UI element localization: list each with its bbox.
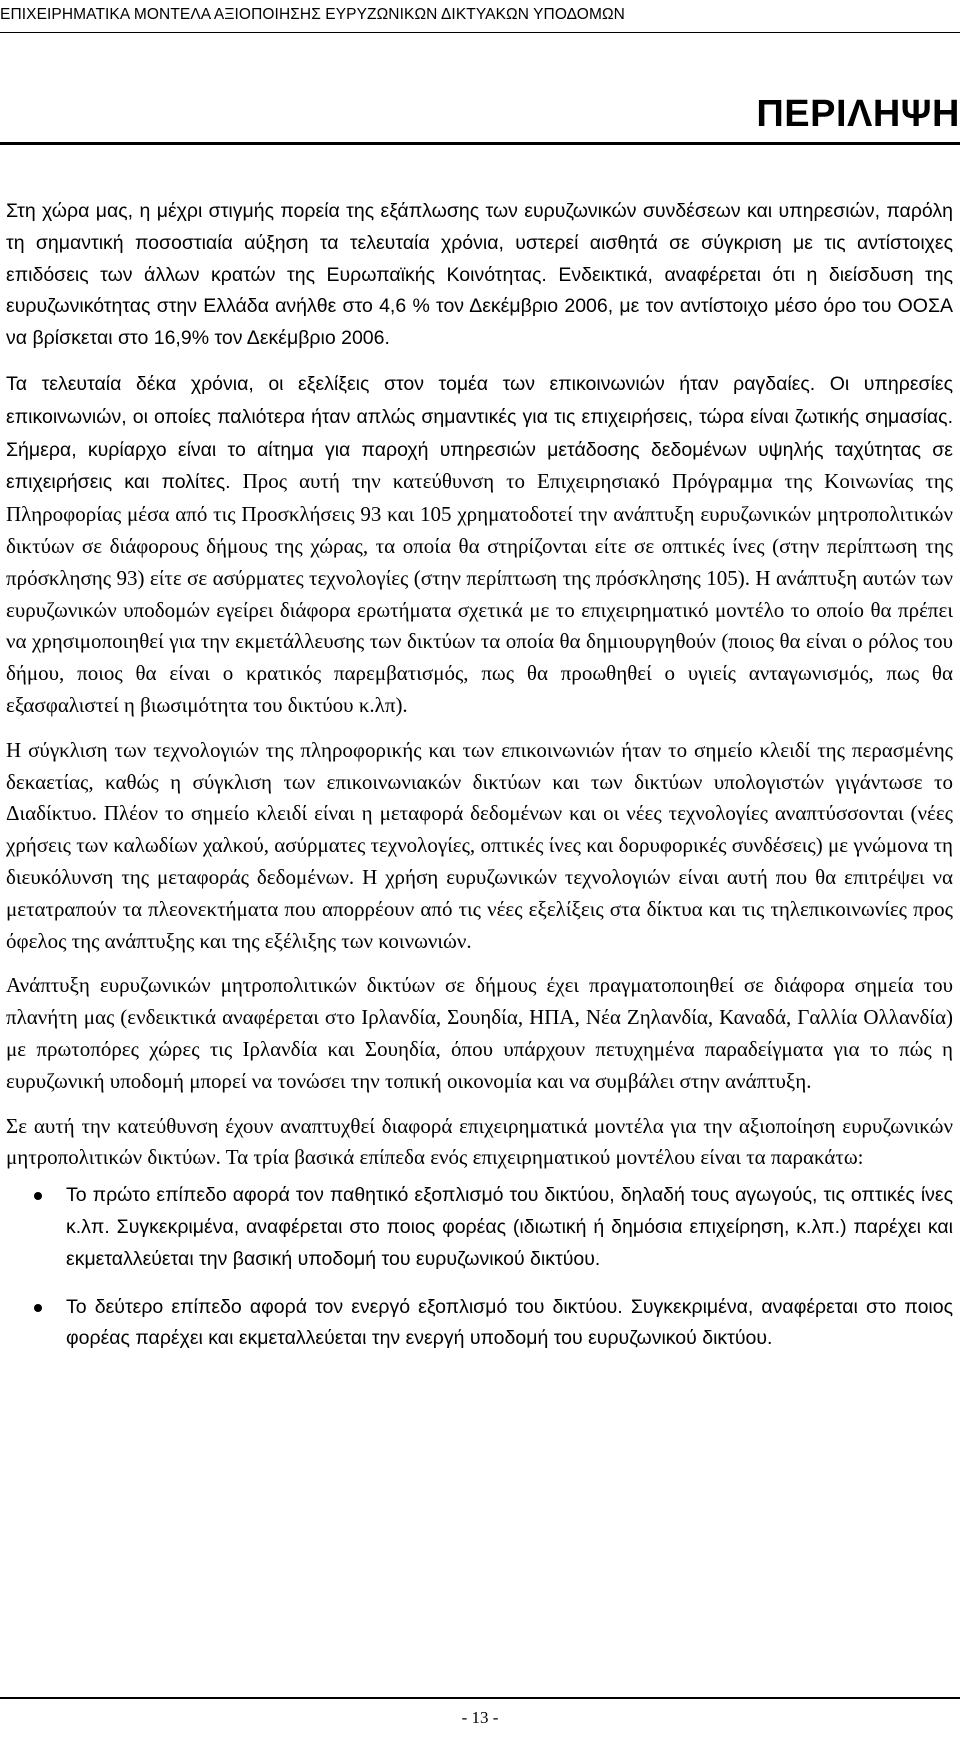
bullet-text: Το πρώτο επίπεδο αφορά τον παθητικό εξοπλισμό του δικτύου, δηλαδή τους αγωγούς, τις οπτικές ίνες κ.λπ. Συγκεκριμένα, αναφέρεται στο ποιος φορέας (ιδιωτική ή δημόσια επιχείρηση, κ.λπ.) παρέχει και εκμεταλλεύεται την βασική υποδομή του ευρυζωνικού δικτύου. xyxy=(66,1184,953,1270)
paragraph-2-part-a: Τα τελευταία δέκα χρόνια, οι εξελίξεις στον τομέα των επικοινωνιών ήταν ραγδαίες. Οι υπηρεσίες επικοινωνιών, οι οποίες παλιότερα ήταν απλώς σημαντικές για τις επιχειρήσεις, τώρα είναι ζωτικής σημασίας. Σήμερα, κυρίαρχο είναι το αίτημα για παροχή υπηρεσιών μετάδοσης δεδομένων υψηλής ταχύτητας σε επιχειρήσεις και πολίτες. xyxy=(6,372,953,494)
bullet-text: Το δεύτερο επίπεδο αφορά τον ενεργό εξοπλισμό του δικτύου. Συγκεκριμένα, αναφέρεται στο ποιος φορέας παρέχει και εκμεταλλεύεται την ενεργή υποδομή του ευρυζωνικού δικτύου. xyxy=(66,1295,953,1350)
bullet-item xyxy=(6,1292,953,1356)
footer-rule xyxy=(0,1697,960,1699)
paragraph-5: Σε αυτή την κατεύθυνση έχουν αναπτυχθεί διαφορά επιχειρηματικά μοντέλα για την αξιοποίηση ευρυζωνικών μητροπολιτικών δικτύων. Τα τρία βασικά επίπεδα ενός επιχειρηματικού μοντέλου είναι τα παρακάτω: xyxy=(6,1113,953,1170)
paragraph-2-part-b: Προς αυτή την κατεύθυνση το Επιχειρησιακό Πρόγραμμα της Κοινωνίας της Πληροφορίας μέσα από τις Προσκλήσεις 93 και 105 χρηματοδοτεί την ανάπτυξη ευρυζωνικών μητροπολιτικών δικτύων σε διάφορους δήμους της χώρας, τα οποία θα στηρίζονται είτε σε οπτικές ίνες (στην περίπτωση της πρόσκλησης 93) είτε σε ασύρματες τεχνολογίες (στην περίπτωση της πρόσκλησης 105). Η ανάπτυξη αυτών των ευρυζωνικών υποδομών εγείρει διάφορα ερωτήματα σχετικά με το επιχειρηματικό μοντέλο το οποίο θα πρέπει να χρησιμοποιηθεί για την εκμετάλλευσης των δικτύων τα οποία θα δημιουργηθούν (ποιος θα είναι ο ρόλος του δήμου, ποιος θα είναι ο κρατικός παρεμβατισμός, πως θα προωθηθεί ο υγιείς ανταγωνισμός, πως θα εξασφαλιστεί η βιωσιμότητα του δικτύου κ.λπ). xyxy=(6,469,953,717)
page-title: ΠΕΡΙΛΗΨΗ xyxy=(756,93,960,135)
bullet-item xyxy=(6,1180,953,1275)
bullet-dot-icon xyxy=(34,1304,42,1312)
title-rule xyxy=(0,142,960,145)
bullet-list xyxy=(6,1180,953,1355)
header-rule xyxy=(0,32,960,33)
paragraph-2 xyxy=(6,368,953,722)
document-body xyxy=(6,196,953,1371)
page-number: - 13 - xyxy=(461,1708,499,1727)
paragraph-1: Στη χώρα μας, η μέχρι στιγμής πορεία της εξάπλωσης των ευρυζωνικών συνδέσεων και υπηρεσιών, παρόλη τη σημαντική ποσοστιαία αύξηση τα τελευταία χρόνια, υστερεί αισθητά σε σύγκριση με τις αντίστοιχες επιδόσεις των άλλων κρατών της Ευρωπαϊκής Κοινότητας. Ενδεικτικά, αναφέρεται ότι η διείσδυση της ευρυζωνικότητας στην Ελλάδα ανήλθε στο 4,6 % τον Δεκέμβριο 2006, με τον αντίστοιχο μέσο όρο του ΟΟΣΑ να βρίσκεται στο 16,9% τον Δεκέμβριο 2006. xyxy=(6,200,953,350)
paragraph-3: Η σύγκλιση των τεχνολογιών της πληροφορικής και των επικοινωνιών ήταν το σημείο κλειδί της περασμένης δεκαετίας, καθώς η σύγκλιση των επικοινωνιακών δικτύων και των δικτύων υπολογιστών γιγάντωσε το Διαδίκτυο. Πλέον το σημείο κλειδί είναι η μεταφορά δεδομένων και οι νέες τεχνολογίες αναπτύσσονται (νέες χρήσεις των καλωδίων χαλκού, ασύρματες τεχνολογίες, οπτικές ίνες και δορυφορικές συνδέσεις) με γνώμονα τη διευκόλυνση της μεταφοράς δεδομένων. Η χρήση ευρυζωνικών τεχνολογιών είναι αυτή που θα επιτρέψει να μετατραπούν τα πλεονεκτήματα που απορρέουν από τις νέες εξελίξεις στα δίκτυα και τις τηλεπικοινωνίες προς όφελος της ανάπτυξης και της εξέλιξης των κοινωνιών. xyxy=(6,737,953,953)
paragraph-4: Ανάπτυξη ευρυζωνικών μητροπολιτικών δικτύων σε δήμους έχει πραγματοποιηθεί σε διάφορα σημεία του πλανήτη μας (ενδεικτικά αναφέρεται στο Ιρλανδία, Σουηδία, ΗΠΑ, Νέα Ζηλανδία, Καναδά, Γαλλία Ολλανδία) με πρωτοπόρες χώρες τις Ιρλανδία και Σουηδία, όπου υπάρχουν πετυχημένα παραδείγματα για το πώς η ευρυζωνική υποδομή μπορεί να τονώσει την τοπική οικονομία και να συμβάλει στην ανάπτυξη. xyxy=(6,973,953,1093)
bullet-dot-icon xyxy=(34,1192,42,1200)
running-header: ΕΠΙΧΕΙΡΗΜΑΤΙΚΑ ΜΟΝΤΕΛΑ ΑΞΙΟΠΟΙΗΣΗΣ ΕΥΡΥΖΩΝΙΚΩΝ ΔΙΚΤΥΑΚΩΝ ΥΠΟΔΟΜΩΝ xyxy=(0,6,625,23)
